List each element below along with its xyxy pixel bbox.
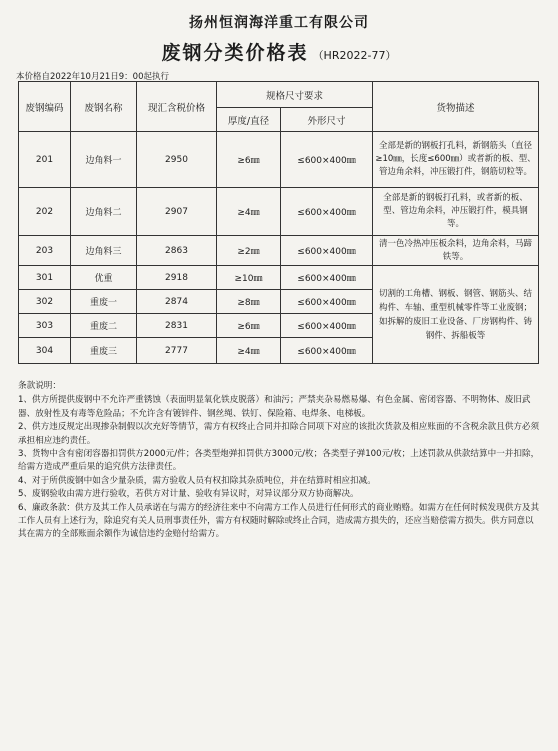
cell-dimension: ≤600×400㎜ bbox=[281, 266, 373, 290]
terms-section bbox=[18, 380, 540, 542]
cell-code: 203 bbox=[19, 236, 71, 266]
table-row bbox=[19, 266, 539, 290]
header-desc: 货物描述 bbox=[373, 82, 539, 132]
cell-dimension: ≤600×400㎜ bbox=[281, 188, 373, 236]
cell-name: 重废二 bbox=[71, 314, 137, 338]
cell-name: 重废一 bbox=[71, 290, 137, 314]
company-name: 扬州恒润海洋重工有限公司 bbox=[189, 15, 369, 31]
cell-thickness: ≥4㎜ bbox=[217, 188, 281, 236]
table-row bbox=[19, 132, 539, 188]
header-name: 废钢名称 bbox=[71, 82, 137, 132]
cell-name: 优重 bbox=[71, 266, 137, 290]
cell-thickness: ≥6㎜ bbox=[217, 314, 281, 338]
cell-price: 2907 bbox=[137, 188, 217, 236]
terms-heading: 条款说明： bbox=[18, 381, 61, 391]
cell-desc: 清一色冷热冲压板余料，边角余料，马蹄铁等。 bbox=[373, 236, 539, 266]
term-item: 2、供方违反规定出现掺杂制假以次充好等情节，需方有权终止合同并扣除合同项下对应的该批次货款及相应账面的不含税余款且供方必须承担相应违约责任。 bbox=[18, 422, 540, 446]
term-item: 5、废钢验收由需方进行验收，若供方对计量、验收有异议时，对异议部分双方协商解决。 bbox=[18, 489, 359, 500]
header-price: 现汇含税价格 bbox=[137, 82, 217, 132]
header-dimension: 外形尺寸 bbox=[281, 108, 373, 132]
term-item: 3、货物中含有密闭容器扣罚供方2000元/件；各类型炮弹扣罚供方3000元/枚；各类型子弹100元/枚；上述罚款从供款结算中一并扣除，给需方造成严重后果的追究供方法律责任。 bbox=[18, 449, 540, 473]
term-item: 4、对于所供废钢中如含少量杂质，需方验收人员有权扣除其杂质吨位，并在结算时相应扣减。 bbox=[18, 475, 376, 486]
document-title bbox=[0, 38, 558, 65]
cell-dimension: ≤600×400㎜ bbox=[281, 236, 373, 266]
cell-name: 边角料三 bbox=[71, 236, 137, 266]
price-table bbox=[18, 81, 539, 364]
header-thickness: 厚度/直径 bbox=[217, 108, 281, 132]
cell-price: 2777 bbox=[137, 338, 217, 364]
cell-name: 边角料一 bbox=[71, 132, 137, 188]
cell-desc: 全部是新的钢板打孔料，新钢筋头（直径≥10㎜，长度≤600㎜）或者新的板、型、管边角余料，冲压锻打件，钢筋切粒等。 bbox=[373, 132, 539, 188]
cell-dimension: ≤600×400㎜ bbox=[281, 314, 373, 338]
cell-code: 304 bbox=[19, 338, 71, 364]
title-text: 废钢分类价格表 bbox=[161, 42, 309, 64]
cell-name: 重废三 bbox=[71, 338, 137, 364]
cell-thickness: ≥6㎜ bbox=[217, 132, 281, 188]
table-row bbox=[19, 188, 539, 236]
cell-thickness: ≥8㎜ bbox=[217, 290, 281, 314]
cell-code: 202 bbox=[19, 188, 71, 236]
cell-price: 2863 bbox=[137, 236, 217, 266]
cell-dimension: ≤600×400㎜ bbox=[281, 290, 373, 314]
effective-date-note: 本价格自2022年10月21日9：00起执行 bbox=[16, 72, 169, 82]
cell-thickness: ≥10㎜ bbox=[217, 266, 281, 290]
cell-desc: 全部是新的钢板打孔料，或者新的板、型、管边角余料，冲压锻打件，模具钢等。 bbox=[373, 188, 539, 236]
cell-price: 2918 bbox=[137, 266, 217, 290]
term-item: 6、廉政条款：供方及其工作人员承诺在与需方的经济往来中不向需方工作人员进行任何形式的商业贿赂。如需方在任何时候发现供方及其工作人员有上述行为，除追究有关人员刑事责任外，需方有权随时解除或终止合同，造成需方损失的，还应当赔偿需方损失。供方同意以其在需方的全部账面余额作为诚信违约金赔付给需方。 bbox=[18, 502, 540, 540]
cell-thickness: ≥4㎜ bbox=[217, 338, 281, 364]
cell-thickness: ≥2㎜ bbox=[217, 236, 281, 266]
cell-desc-merged: 切割的工角槽、钢板、钢管、钢筋头、结构件、车轴、重型机械零件等工业废钢；如拆解的废旧工业设备、厂房钢构件、铸钢件、拆船板等 bbox=[373, 266, 539, 364]
cell-name: 边角料二 bbox=[71, 188, 137, 236]
cell-dimension: ≤600×400㎜ bbox=[281, 338, 373, 364]
term-item: 1、供方所提供废钢中不允许严重锈蚀（表面明显氧化铁皮脱落）和油污；严禁夹杂易燃易爆、有色金属、密闭容器、不明物体、废旧武器、放射性及有毒等危险品；不允许含有镀锌件、钢丝绳、铁钉、保险箱、电焊条、电梯板。 bbox=[18, 395, 531, 419]
cell-code: 201 bbox=[19, 132, 71, 188]
cell-code: 303 bbox=[19, 314, 71, 338]
cell-price: 2950 bbox=[137, 132, 217, 188]
cell-price: 2831 bbox=[137, 314, 217, 338]
table-row bbox=[19, 236, 539, 266]
table-header-row bbox=[19, 82, 539, 108]
header-spec: 规格尺寸要求 bbox=[217, 82, 373, 108]
cell-code: 302 bbox=[19, 290, 71, 314]
cell-code: 301 bbox=[19, 266, 71, 290]
header-code: 废钢编码 bbox=[19, 82, 71, 132]
cell-dimension: ≤600×400㎜ bbox=[281, 132, 373, 188]
document-code: （HR2022-77） bbox=[312, 49, 397, 62]
cell-price: 2874 bbox=[137, 290, 217, 314]
